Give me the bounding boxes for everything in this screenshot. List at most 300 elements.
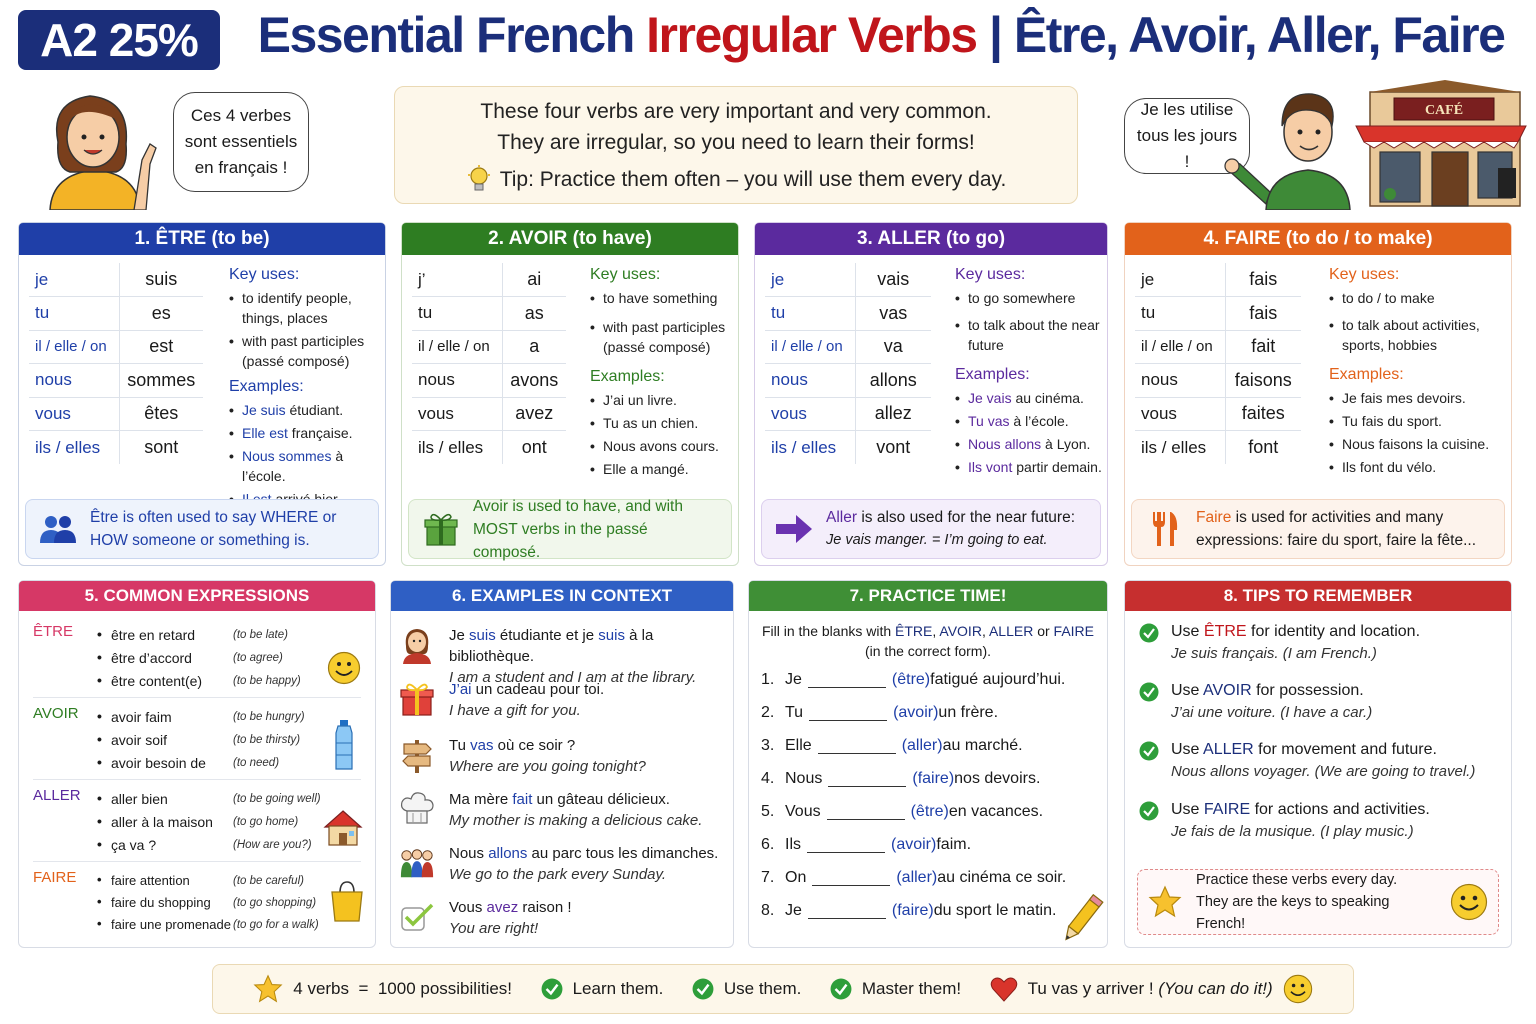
ctx-text: raison ! [518, 899, 572, 916]
ctx-text: Ma mère [449, 791, 513, 808]
pronoun: tu [1135, 297, 1225, 331]
verb-form: faites [1225, 397, 1301, 431]
example-rest: mangé. [638, 461, 689, 477]
item-subject: Nous [785, 770, 823, 787]
item-subject: Tu [785, 704, 804, 721]
check-circle-icon [1139, 741, 1159, 761]
note-text: is often used to say WHERE or HOW someone or something is. [90, 509, 337, 549]
note-verb: Être [90, 509, 119, 526]
item-rest: faim. [936, 836, 972, 853]
expression-row [97, 869, 304, 892]
check-circle-icon [692, 978, 714, 1000]
verb-form: fais [1225, 263, 1301, 297]
expression-en: (to go for a walk) [233, 918, 319, 931]
example-rest: la cuisine. [1422, 436, 1490, 452]
intro-line-1: These four verbs are very important and very common. [480, 100, 992, 123]
ctx-verb: suis [469, 627, 496, 644]
cafe-sign: CAFÉ [1424, 103, 1464, 118]
practice-item [761, 867, 1066, 889]
divider [33, 697, 361, 698]
item-rest: un frère. [938, 704, 999, 721]
expression-en: (to need) [233, 756, 280, 769]
ctx-text: à la bibliothèque. [449, 627, 654, 665]
table-row [1135, 431, 1301, 465]
expression-en: (How are you?) [233, 838, 312, 851]
intro-tip-text: Tip: Practice them often – you will use them every day. [499, 168, 1007, 191]
expression-verb: AVOIR [33, 705, 79, 722]
chef-hat-icon [399, 791, 435, 827]
item-rest: fatigué aujourd’hui. [930, 671, 1066, 688]
expression-fr: • ça va ? [97, 837, 233, 853]
example-rest: au cinéma. [1011, 390, 1084, 406]
pronoun: vous [29, 397, 119, 431]
verb-form: sommes [119, 364, 203, 398]
checkmark-icon [400, 902, 434, 932]
ctx-verb: fait [512, 791, 533, 808]
practice-item [761, 900, 1056, 922]
ctx-text: Je [449, 627, 470, 644]
check-circle-icon [1139, 682, 1159, 702]
item-subject: Je [785, 902, 802, 919]
smiley-icon [1283, 974, 1313, 1004]
key-uses [590, 265, 734, 485]
ctx-verb: allons [488, 845, 528, 862]
gift-icon [400, 681, 434, 717]
practice-verb: AVOIR [939, 623, 982, 639]
ctx-verb: vas [470, 737, 494, 754]
check-circle-icon [830, 978, 852, 1000]
example-rest: à l’école. [1009, 413, 1069, 429]
tip-item [1139, 799, 1501, 843]
divider [33, 861, 361, 862]
table-row [765, 297, 931, 331]
footer-item [541, 978, 664, 1000]
item-verb-hint: (faire) [912, 770, 955, 787]
smiley-icon [327, 651, 361, 685]
title-highlight: Irregular Verbs [646, 7, 977, 63]
expression-fr: • faire attention [97, 873, 233, 888]
item-number: 6. [761, 836, 775, 853]
ctx-text: étudiante et je [495, 627, 599, 644]
example-verb: Ils font [1342, 459, 1384, 475]
example-rest: partir demain. [1012, 459, 1102, 475]
examples-in-context-section [390, 580, 734, 948]
expression-en: (to be happy) [233, 674, 301, 687]
section-heading: 5. COMMON EXPRESSIONS [19, 581, 375, 611]
practice-intro-text: Fill in the blanks with [761, 623, 896, 639]
item-verb-hint: (avoir) [893, 704, 939, 721]
example-item [1329, 411, 1509, 431]
reminder-line-2: They are the keys to speaking French! [1196, 894, 1390, 932]
check-circle-icon [541, 978, 563, 1000]
blank-answer-field[interactable] [818, 738, 896, 754]
item-subject: On [785, 869, 807, 886]
pronoun: ils / elles [765, 431, 855, 465]
use-item: • to have something [590, 288, 734, 308]
table-row [765, 431, 931, 465]
fork-knife-icon [1147, 510, 1181, 548]
check-circle-icon [1139, 623, 1159, 643]
example-rest: du vélo. [1383, 459, 1437, 475]
bubble-line: sont essentiels [184, 132, 298, 151]
verb-card-faire [1124, 222, 1512, 566]
table-row [29, 297, 203, 331]
example-item [590, 413, 734, 433]
note-text: is used for activities and many expressions: faire du sport, faire la fête... [1196, 509, 1476, 549]
item-number: 1. [761, 671, 775, 688]
expression-row [97, 623, 288, 646]
item-subject: Vous [785, 803, 821, 820]
item-subject: Elle [785, 737, 812, 754]
context-item [399, 731, 725, 783]
blank-answer-field[interactable] [808, 672, 886, 688]
expression-en: (to agree) [233, 651, 283, 664]
verb-form: faisons [1225, 364, 1301, 398]
key-uses [229, 265, 379, 515]
verb-form: va [855, 330, 931, 364]
table-row [29, 397, 203, 431]
practice-verb: ALLER [988, 623, 1034, 639]
context-item [399, 839, 725, 891]
table-row [412, 364, 566, 398]
verb-form: font [1248, 437, 1279, 457]
example-item [955, 457, 1105, 477]
level-badge: A2 25% [18, 10, 220, 70]
tip-verb: FAIRE [1203, 801, 1251, 818]
tip-text: for movement and future. [1253, 741, 1437, 758]
blank-answer-field[interactable] [828, 771, 906, 787]
ctx-translation: You are right! [449, 920, 539, 937]
pronoun: ils / elles [29, 431, 119, 465]
ctx-text: où ce soir ? [493, 737, 576, 754]
faire-note [1131, 499, 1505, 559]
use-item: • with past participles (passé composé) [229, 331, 379, 371]
footer-item [253, 974, 512, 1004]
example-item [229, 446, 379, 486]
ctx-translation: Where are you going tonight? [449, 758, 646, 775]
expression-row [97, 787, 321, 810]
verb-form: allez [855, 397, 931, 431]
common-expressions-section [18, 580, 376, 948]
smiley-icon [1450, 883, 1488, 921]
blank-answer-field[interactable] [812, 870, 890, 886]
item-verb-hint: (aller) [901, 737, 943, 754]
arrow-right-icon [774, 513, 814, 545]
water-bottle-icon [333, 719, 355, 771]
ctx-translation: My mother is making a delicious cake. [449, 812, 703, 829]
item-number: 4. [761, 770, 775, 787]
note-example: Je vais manger. = I’m going to eat. [826, 532, 1048, 548]
pronoun: tu [29, 297, 119, 331]
intro-box [394, 86, 1078, 204]
woman-icon [400, 626, 434, 664]
example-item [955, 388, 1105, 408]
tip-text: for identity and location. [1246, 623, 1421, 640]
avoir-note [408, 499, 732, 559]
bubble-line: en français ! [194, 158, 288, 177]
conjugation-table [765, 263, 931, 464]
expression-fr: • être d’accord [97, 650, 233, 666]
example-verb: Nous allons [968, 436, 1042, 452]
verb-form: allons [855, 364, 931, 398]
key-uses [955, 265, 1105, 483]
pronoun: vous [765, 397, 855, 431]
key-uses-label: Key uses: [955, 266, 1026, 283]
star-icon [253, 974, 283, 1004]
ctx-text: Nous [449, 845, 489, 862]
aller-note [761, 499, 1101, 559]
card-heading: 2. AVOIR (to have) [402, 223, 738, 255]
pronoun: nous [29, 364, 119, 398]
expression-fr: • aller à la maison [97, 814, 233, 830]
pronoun: vous [1135, 397, 1225, 431]
verb-card-aller [754, 222, 1108, 566]
expression-fr: • avoir besoin de [97, 755, 233, 771]
verb-card-etre [18, 222, 386, 566]
tip-text: for possession. [1251, 682, 1364, 699]
conjugation-table [1135, 263, 1301, 464]
expression-en: (to be going well) [233, 792, 321, 805]
example-item [229, 423, 379, 443]
expression-fr: • avoir faim [97, 709, 233, 725]
intro-line-2: They are irregular, so you need to learn their forms! [497, 131, 975, 154]
pronoun: nous [765, 364, 855, 398]
people-icon [39, 513, 77, 545]
section-heading: 7. PRACTICE TIME! [749, 581, 1107, 611]
example-item [1329, 388, 1509, 408]
verb-form: fait [1225, 330, 1301, 364]
blank-answer-field[interactable] [807, 837, 885, 853]
practice-item [761, 801, 1043, 823]
practice-section [748, 580, 1108, 948]
ctx-verb: suis [598, 627, 625, 644]
examples-label: Examples: [955, 366, 1030, 383]
table-row [1135, 263, 1301, 297]
footer-text: Master them! [861, 979, 962, 998]
item-rest: au marché. [942, 737, 1023, 754]
conjugation-table [29, 263, 203, 464]
verb-form: avez [502, 397, 566, 431]
footer-text-en: (You can do it!) [1158, 979, 1273, 998]
example-item [1329, 457, 1509, 477]
teacher-woman-illustration [30, 82, 160, 210]
example-item [590, 436, 734, 456]
note-verb: Faire [1196, 509, 1232, 526]
footer-text: Use them. [723, 979, 802, 998]
footer-text: 4 verbs = 1000 possibilities! [293, 979, 513, 998]
cafe-illustration [1350, 76, 1532, 210]
practice-instructions: Fill in the blanks with ÊTRE, AVOIR, ALLER or FAIRE (in the correct form). [761, 623, 1095, 659]
check-circle-icon [1139, 801, 1159, 821]
page-title [236, 6, 1526, 68]
footer-item [830, 978, 961, 1000]
shopping-bag-icon [329, 879, 365, 923]
ctx-translation: We go to the park every Sunday. [449, 866, 667, 883]
example-rest: française. [287, 425, 353, 441]
note-verb: Avoir [473, 497, 509, 515]
key-uses-label: Key uses: [229, 266, 300, 283]
example-item [229, 400, 379, 420]
item-number: 2. [761, 704, 775, 721]
expression-verb: FAIRE [33, 869, 77, 886]
example-item [1329, 434, 1509, 454]
verb-form: est [119, 330, 203, 364]
examples-label: Examples: [590, 368, 665, 385]
item-rest: en vacances. [948, 803, 1044, 820]
item-rest: au cinéma ce soir. [937, 869, 1067, 886]
verb-form: êtes [119, 397, 203, 431]
pronoun: je [765, 263, 855, 297]
example-verb: Tu vas [968, 413, 1010, 429]
ctx-text: un cadeau pour toi. [471, 681, 605, 698]
signpost-icon [400, 736, 434, 774]
tip-verb: ÊTRE [1203, 623, 1247, 640]
tip-verb: ALLER [1203, 741, 1254, 758]
example-rest: du sport. [1383, 413, 1442, 429]
verb-form: fais [1225, 297, 1301, 331]
table-row [1135, 364, 1301, 398]
item-verb-hint: (aller) [896, 869, 938, 886]
footer-banner [212, 964, 1354, 1014]
example-rest: mes devoirs. [1382, 390, 1466, 406]
table-row [1135, 397, 1301, 431]
pronoun: il / elle / on [412, 330, 502, 364]
table-row [1135, 297, 1301, 331]
example-rest: étudiant. [285, 402, 344, 418]
footer-item [692, 978, 801, 1000]
example-verb: Elle a [603, 461, 639, 477]
use-item: • to go somewhere [955, 288, 1105, 308]
speech-bubble-left [173, 92, 309, 192]
example-rest: un chien. [637, 415, 699, 431]
table-row [765, 397, 931, 431]
blank-answer-field[interactable] [827, 804, 905, 820]
item-verb-hint: (faire) [891, 902, 934, 919]
pronoun: ils / elles [412, 431, 502, 465]
tip-text: for actions and activities. [1250, 801, 1430, 818]
expression-fr: • avoir soif [97, 732, 233, 748]
etre-note [25, 499, 379, 559]
context-item [399, 893, 725, 945]
example-verb: Ils vont [968, 459, 1013, 475]
tip-example: J’ai une voiture. (I have a car.) [1171, 704, 1373, 721]
tip-text: Use [1171, 623, 1204, 640]
example-rest: cours. [676, 438, 719, 454]
expression-en: (to go shopping) [233, 896, 317, 909]
table-row [412, 330, 566, 364]
ctx-text: un gâteau délicieux. [532, 791, 670, 808]
tips-section [1124, 580, 1512, 948]
verb-card-avoir [401, 222, 739, 566]
table-row [29, 431, 203, 465]
note-text: is also used for the near future: [857, 509, 1075, 526]
use-item: • to do / to make [1329, 288, 1509, 308]
example-item [955, 434, 1105, 454]
ctx-verb: avez [486, 899, 519, 916]
examples-label: Examples: [229, 378, 304, 395]
example-verb: J’ai [603, 392, 625, 408]
pronoun: nous [412, 364, 502, 398]
pronoun: nous [1135, 364, 1225, 398]
title-part1: Essential French [257, 7, 647, 63]
note-text: is used to have, and with MOST verbs in the passé composé. [473, 497, 683, 561]
verb-form: vas [855, 297, 931, 331]
table-row [412, 431, 566, 465]
verb-form: as [502, 297, 566, 331]
expression-fr: • être content(e) [97, 673, 233, 689]
expression-row [97, 891, 316, 914]
example-verb: Je suis [242, 402, 286, 418]
ctx-translation: I have a gift for you. [449, 702, 581, 719]
pronoun: vous [412, 397, 502, 431]
example-verb: Je fais [1342, 390, 1383, 406]
expression-row [97, 913, 319, 936]
ctx-verb: J’ai [449, 681, 472, 698]
lightbulb-icon [466, 165, 492, 195]
item-number: 8. [761, 902, 775, 919]
section-heading: 8. TIPS TO REMEMBER [1125, 581, 1511, 611]
table-row [29, 263, 203, 297]
key-uses-label: Key uses: [590, 266, 661, 283]
pronoun: ils / elles [1135, 431, 1225, 465]
verb-form: ont [521, 437, 547, 457]
verb-form: vont [876, 437, 911, 457]
bubble-line: Je les utilise [1140, 100, 1234, 119]
example-rest: à l’école. [242, 448, 344, 484]
ctx-text: Vous [449, 899, 487, 916]
verb-form: ai [502, 263, 566, 297]
use-item: • to talk about activities, sports, hobbies [1329, 315, 1509, 355]
divider [33, 779, 361, 780]
context-item [399, 621, 725, 686]
tip-item [1139, 621, 1501, 665]
expression-row [97, 705, 305, 728]
card-heading: 4. FAIRE (to do / to make) [1125, 223, 1511, 255]
practice-verb: ÊTRE [895, 623, 933, 639]
tip-example: Nous allons voyager. (We are going to travel.) [1171, 763, 1476, 780]
item-number: 5. [761, 803, 775, 820]
expression-fr: • aller bien [97, 791, 233, 807]
expression-row [97, 728, 300, 751]
pronoun: tu [412, 297, 502, 331]
blank-answer-field[interactable] [809, 705, 887, 721]
table-row [412, 397, 566, 431]
example-item [590, 459, 734, 479]
intro-tip [466, 164, 1007, 195]
practice-reminder [1137, 869, 1499, 935]
item-rest: nos devoirs. [954, 770, 1041, 787]
item-verb-hint: (être) [891, 671, 931, 688]
item-number: 7. [761, 869, 775, 886]
example-rest: un livre. [624, 392, 677, 408]
verb-form: vais [855, 263, 931, 297]
tip-example: Je suis français. (I am French.) [1171, 645, 1377, 662]
expression-row [97, 810, 298, 833]
expression-fr: • faire du shopping [97, 895, 233, 910]
pronoun: j’ [412, 263, 502, 297]
footer-text: Learn them. [572, 979, 664, 998]
blank-answer-field[interactable] [808, 903, 886, 919]
title-part2: | Être, Avoir, Aller, Faire [976, 7, 1505, 63]
tip-item [1139, 739, 1501, 783]
example-verb: Nous sommes [242, 448, 332, 464]
bubble-line: tous les jours ! [1136, 126, 1238, 171]
pronoun: tu [765, 297, 855, 331]
family-icon [399, 846, 435, 880]
table-row [412, 263, 566, 297]
verb-form: sont [144, 437, 179, 457]
table-row [765, 330, 931, 364]
